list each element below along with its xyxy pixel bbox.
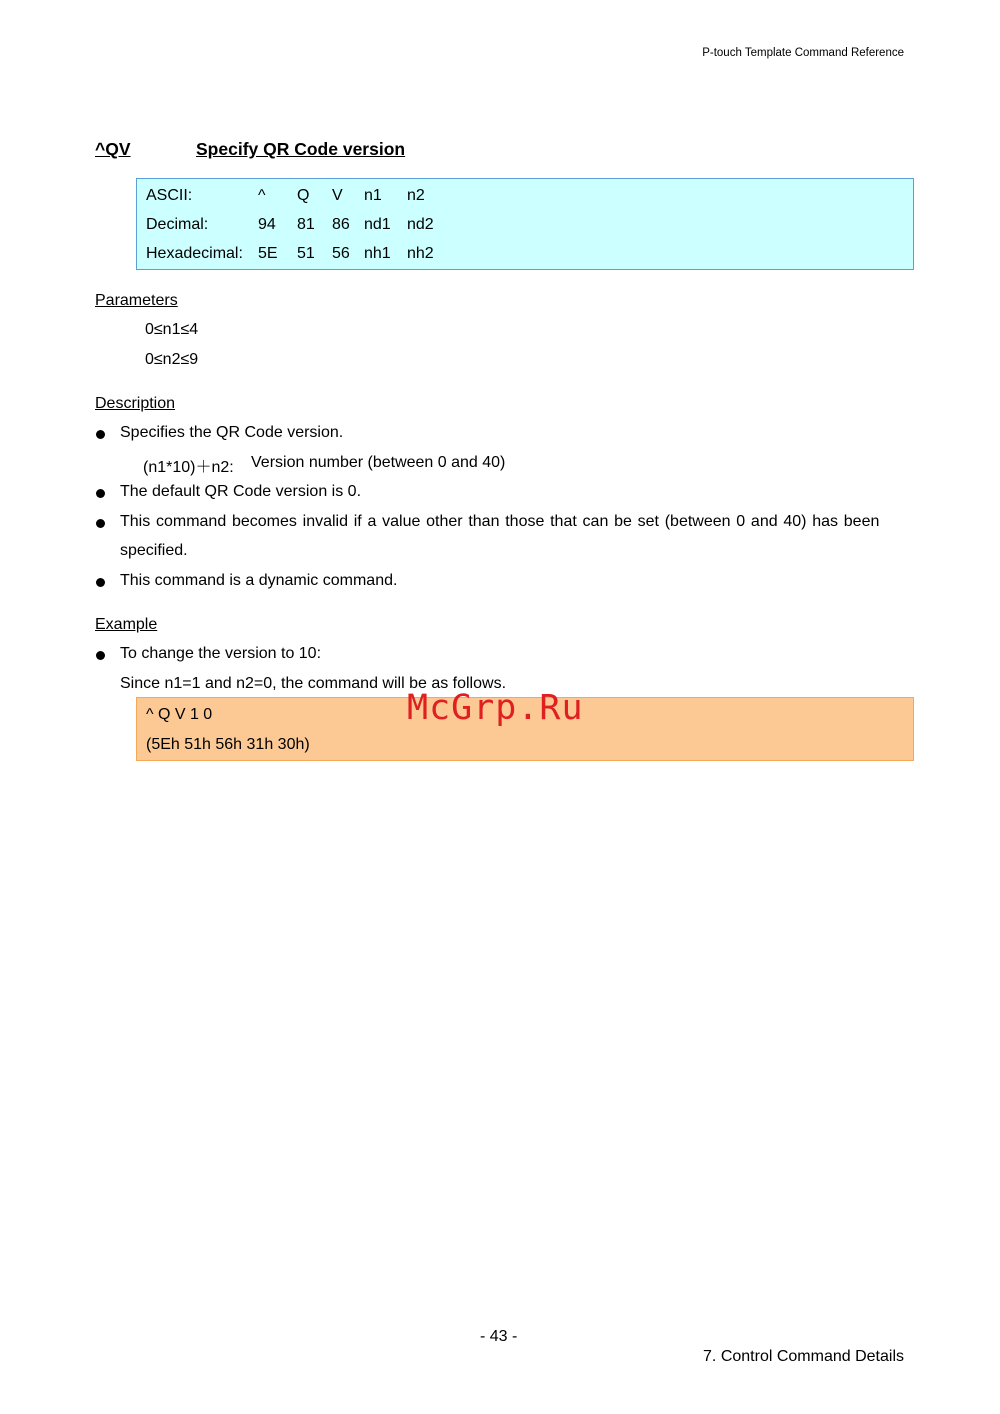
example-heading: Example (95, 616, 158, 633)
example-note: Since n1=1 and n2=0, the command will be as follows. (120, 675, 507, 692)
parameter-range: 0≤n2≤9 (145, 351, 199, 368)
bullet-icon (96, 489, 105, 498)
list-item-continuation: specified. (120, 542, 188, 559)
row-label: Hexadecimal: (146, 245, 243, 262)
cell: 5E (258, 245, 278, 262)
cell: n1 (364, 187, 382, 204)
command-table (136, 178, 914, 270)
row-label: Decimal: (146, 216, 209, 233)
cell: nd2 (407, 216, 434, 233)
command-code: ^QV (95, 139, 131, 159)
cell: 51 (297, 245, 315, 262)
parameters-heading: Parameters (95, 292, 178, 309)
cell: 86 (332, 216, 350, 233)
command-name: Specify QR Code version (196, 139, 406, 159)
cell: n2 (407, 187, 425, 204)
row-label: ASCII: (146, 187, 193, 204)
bullet-icon (96, 519, 105, 528)
cell: Q (297, 187, 310, 204)
bullet-icon (96, 578, 105, 587)
cell: nh2 (407, 245, 434, 262)
cell: 94 (258, 216, 276, 233)
formula: (n1*10)＋n2: (143, 459, 234, 476)
example-code-ascii: ^ Q V 1 0 (146, 706, 213, 723)
cell: nd1 (364, 216, 391, 233)
description-heading: Description (95, 395, 176, 412)
cell: nh1 (364, 245, 391, 262)
example-code-hex: (5Eh 51h 56h 31h 30h) (146, 736, 310, 753)
page-number: - 43 - (480, 1328, 518, 1345)
watermark: McGrp.Ru (407, 688, 584, 728)
cell: ^ (258, 187, 266, 204)
parameter-range: 0≤n1≤4 (145, 321, 199, 338)
bullet-icon (96, 430, 105, 439)
formula-description: Version number (between 0 and 40) (251, 454, 506, 471)
cell: V (332, 187, 343, 204)
chapter-title: 7. Control Command Details (703, 1348, 904, 1365)
running-header: P-touch Template Command Reference (702, 47, 904, 59)
cell: 56 (332, 245, 350, 262)
cell: 81 (297, 216, 315, 233)
bullet-icon (96, 651, 105, 660)
